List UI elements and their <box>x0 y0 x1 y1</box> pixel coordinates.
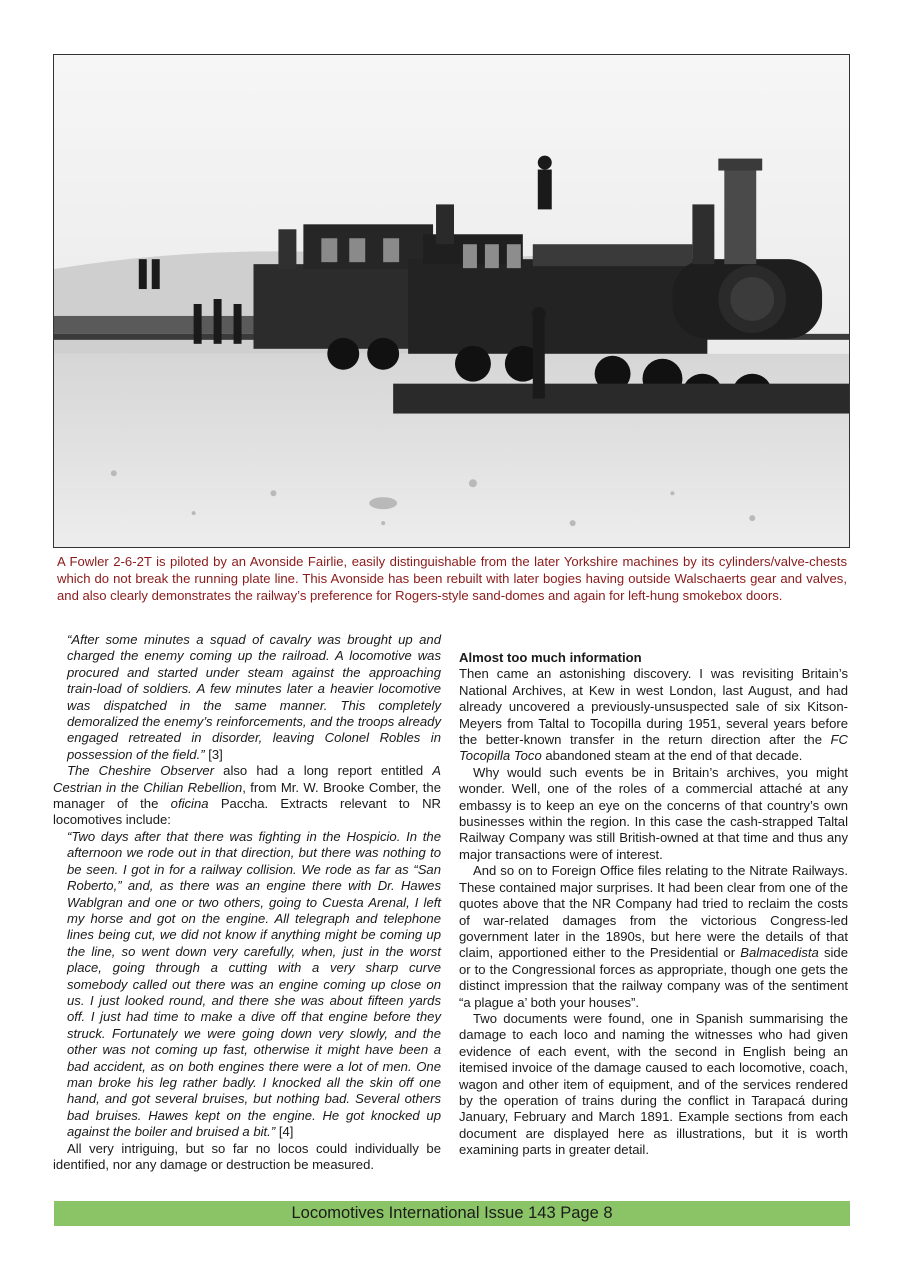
section-heading: Almost too much information <box>459 650 642 665</box>
quote-hospicio <box>67 829 441 1141</box>
paragraph-discovery <box>459 666 848 764</box>
right-column <box>459 650 848 1159</box>
paragraph-cheshire-observer-article: A Cestrian in the Chilian Rebellion <box>53 763 441 795</box>
paragraph-intriguing: All very intriguing, but so far no locos could individually be identified, nor any damage or destruction be measured. <box>53 1140 441 1172</box>
paragraph-cheshire-observer-oficina: oficina <box>170 796 209 812</box>
paragraph-foreign-office-balmacedista: Balmacedista <box>740 945 819 961</box>
footer-text: Locomotives International Issue 143 Page 8 <box>291 1204 613 1222</box>
photo-caption: A Fowler 2-6-2T is piloted by an Avonside Fairlie, easily distinguishable from the later Yorkshire machines by its cylinders/valve-chests which do not break the running plate line. This Avonside has been rebuilt with later bogies having outside Walschaerts gear and valves, and also clearly demonstrates the railway’s preference for Rogers-style sand-domes and again for left-hung smokebox doors. <box>57 554 847 603</box>
paragraph-cheshire-observer-title: The Cheshire Observer <box>67 763 215 779</box>
paragraph-archives: Why would such events be in Britain’s archives, you might wonder. Well, one of the roles of a commercial attaché at any embassy is to keep an eye on the concerns of that country’s own businesses within the region. In this case the cash-strapped Taltal Railway Company was still British-owned at that time and thus any major transactions were of interest. <box>459 764 848 862</box>
quote-cavalry-text: “After some minutes a squad of cavalry was brought up and charged the enemy coming up the railroad. A locomotive was procured and started under steam against the approaching train-load of soldiers. A few minutes later a heavier locomotive was dispatched in the same manner. This completely demoralized the enemy’s reinforcements, and the troops already engaged retreated in disorder, leaving Colonel Robles in possession of the field.” <box>67 632 441 762</box>
steam-locomotive-photo-icon <box>54 55 849 547</box>
paragraph-discovery-text-a: Then came an astonishing discovery. I was revisiting Britain’s National Archives, at Kew in west London, last August, and had already uncovered a previously-unsuspected sale of six Kitson-Meyers from Taltal to Tocopilla during 1951, several years before the better-known transfer in the return direction after the <box>459 666 848 748</box>
paragraph-cheshire-observer-text-c: Paccha. Extracts relevant to NR locomotives include: <box>53 796 441 828</box>
paragraph-cheshire-observer-text-b: , from Mr. W. Brooke Comber, the manager of the <box>53 779 441 812</box>
page-footer <box>54 1201 850 1226</box>
paragraph-foreign-office-text-b: side or to the Congressional forces as appropriate, though one gets the distinct impression that the railway company was of the sentiment “a plague a’ both your houses”. <box>459 945 848 1010</box>
left-column <box>53 632 441 1173</box>
quote-hospicio-text: “Two days after that there was fighting in the Hospicio. In the afternoon we rode out in that direction, but there was nothing to be seen. I got in for a railway collision. We rode as far as “San Roberto,” and, as there was an engine there with Dr. Hawes Wablgran and one or two others, going to Cuesta Arenal, I left my horse and got on the engine. All telegraph and telephone lines being cut, we did not know if anything might be coming up the line, so went down very carefully, when, just in the worst place, going through a cutting with a very sharp curve somebody called out there was an engine coming up close on us. I just looked round, and there she was about fifteen yards off. I just had time to make a dive off that engine before they struck. Fortunately we were going down very slowly, and the other was not coming up fast, otherwise it might have been a bad accident, as on both engines there were a lot of men. One man broke his leg rather badly. I knocked all the skin off one hand, and got several bruises, but nothing bad. Several others bad bruises. Hawes kept on the engine. He got knocked up against the boiler and bruised a bit.” <box>67 828 441 1140</box>
quote-hospicio-ref: [4] <box>275 1124 294 1140</box>
quote-cavalry-ref: [3] <box>204 746 223 762</box>
paragraph-cheshire-observer <box>53 763 441 829</box>
paragraph-discovery-railway: FC Tocopilla Toco <box>459 732 848 764</box>
paragraph-foreign-office <box>459 863 848 1011</box>
paragraph-two-documents: Two documents were found, one in Spanish summarising the damage to each loco and naming the witnesses who had given evidence of each event, with the second in English being an itemised invoice of the damage caused to each locomotive, coach, wagon and other item of equipment, and of the services rendered by the operation of trains during the conflict in Tarapacá during January, February and March 1891. Example sections from each document are displayed here as illustrations, but it is worth examining parts in greater detail. <box>459 1010 848 1158</box>
paragraph-cheshire-observer-text-a: also had a long report entitled <box>214 763 433 779</box>
paragraph-foreign-office-text-a: And so on to Foreign Office files relating to the Nitrate Railways. These contained major surprises. It had been clear from one of the quotes above that the NR Company had tried to reclaim the costs of war-related damages from the victorious Congress-led government later in the 1890s, but here were the details of that claim, apportioned either to the Presidential or <box>459 863 848 961</box>
quote-cavalry <box>67 632 441 763</box>
paragraph-discovery-text-b: abandoned steam at the end of that decade. <box>541 748 803 764</box>
locomotive-photo <box>53 54 850 548</box>
